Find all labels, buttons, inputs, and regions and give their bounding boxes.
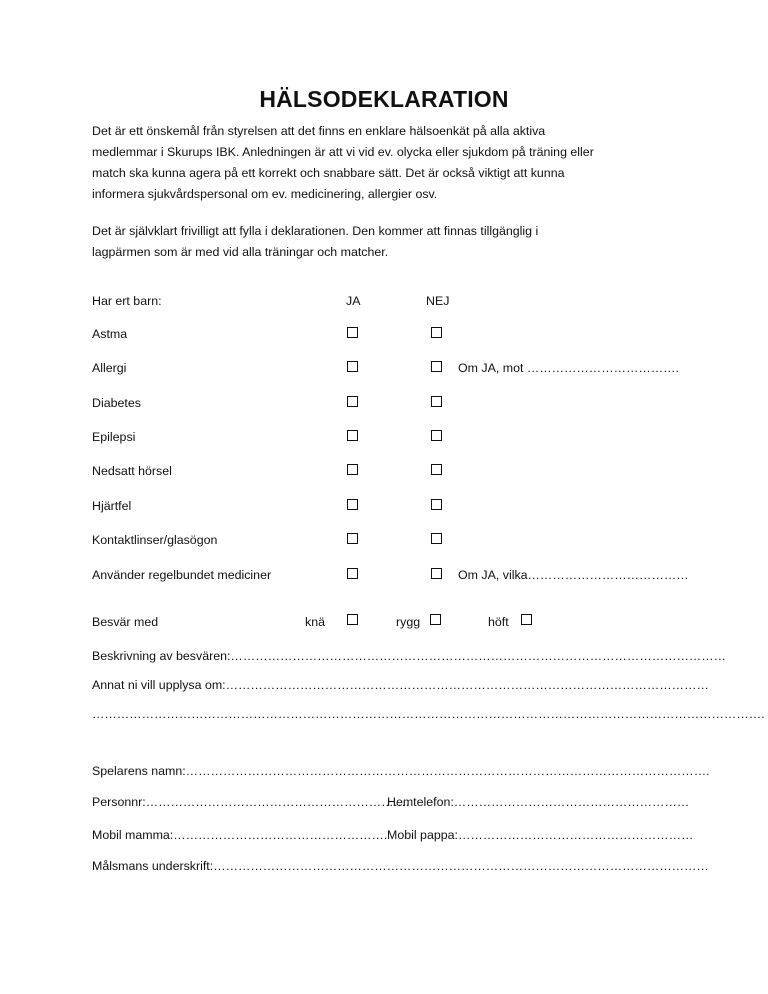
- checkbox-knee[interactable]: [347, 614, 358, 625]
- checkbox-kontaktlinser-yes[interactable]: [347, 533, 358, 544]
- row-label-allergi: Allergi: [92, 361, 127, 375]
- checkbox-epilepsi-no[interactable]: [431, 430, 442, 441]
- checkbox-back[interactable]: [430, 614, 441, 625]
- back-label: rygg: [396, 615, 421, 629]
- checkbox-diabetes-yes[interactable]: [347, 396, 358, 407]
- row-label-epilepsi: Epilepsi: [92, 430, 136, 444]
- other-info-continuation-field[interactable]: ……………………………………………………………………………………………………………………………………………….: [92, 707, 765, 721]
- hip-label: höft: [488, 615, 509, 629]
- column-no-header: NEJ: [426, 294, 450, 308]
- intro-line: medlemmar i Skurups IBK. Anledningen är att vi vid ev. olycka eller sjukdom på träning eller: [92, 145, 594, 159]
- checkbox-kontaktlinser-no[interactable]: [431, 533, 442, 544]
- row-label-hjartfel: Hjärtfel: [92, 499, 132, 513]
- personnr-field[interactable]: Personnr:……………………………………………………….: [92, 795, 410, 809]
- intro-line: match ska kunna agera på ett korrekt och snabbare sätt. Det är också viktigt att kunna: [92, 166, 565, 180]
- checkbox-hip[interactable]: [521, 614, 532, 625]
- checkbox-hjartfel-no[interactable]: [431, 499, 442, 510]
- intro-line: informera sjukvårdspersonal om ev. medicinering, allergier osv.: [92, 187, 438, 201]
- row-label-nedsatt-horsel: Nedsatt hörsel: [92, 464, 172, 478]
- checkbox-horsel-no[interactable]: [431, 464, 442, 475]
- complaints-label: Besvär med: [92, 615, 159, 629]
- row-label-diabetes: Diabetes: [92, 396, 141, 410]
- player-name-field[interactable]: Spelarens namn:……………………………………………………………………………………………………………….: [92, 764, 710, 778]
- intro-line: lagpärmen som är med vid alla träningar och matcher.: [92, 245, 389, 259]
- other-info-field[interactable]: Annat ni vill upplysa om:………………………………………………………………………………………………………: [92, 678, 709, 692]
- guardian-signature-field[interactable]: Målsmans underskrift:…………………………………………………………………………………………………………: [92, 859, 709, 873]
- checkbox-epilepsi-yes[interactable]: [347, 430, 358, 441]
- document-title: HÄLSODEKLARATION: [259, 86, 509, 112]
- checkbox-astma-yes[interactable]: [347, 327, 358, 338]
- row-label-astma: Astma: [92, 327, 128, 341]
- mobile-mom-field[interactable]: Mobil mamma:…………………………………………….: [92, 828, 388, 842]
- intro-paragraph-2: [92, 221, 692, 263]
- intro-paragraph-1: [92, 121, 692, 205]
- intro-line: Det är ett önskemål från styrelsen att det finns en enklare hälsoenkät på alla aktiva: [92, 124, 546, 138]
- checkbox-allergi-no[interactable]: [431, 361, 442, 372]
- table-header-label: Har ert barn:: [92, 294, 162, 308]
- checkbox-mediciner-yes[interactable]: [347, 568, 358, 579]
- description-field[interactable]: Beskrivning av besvären:…………………………………………………………………………………………………………: [92, 649, 727, 663]
- mobile-dad-field[interactable]: Mobil pappa:…………………………………………………: [387, 828, 694, 842]
- mediciner-details-field[interactable]: Om JA, vilka…………………………………: [458, 568, 689, 582]
- intro-line: Det är självklart frivilligt att fylla i deklarationen. Den kommer att finnas tillgänglig i: [92, 224, 539, 238]
- checkbox-allergi-yes[interactable]: [347, 361, 358, 372]
- checkbox-hjartfel-yes[interactable]: [347, 499, 358, 510]
- column-yes-header: JA: [346, 294, 361, 308]
- row-label-mediciner: Använder regelbundet mediciner: [92, 568, 272, 582]
- allergi-details-field[interactable]: Om JA, mot ……………………………….: [458, 361, 679, 375]
- checkbox-horsel-yes[interactable]: [347, 464, 358, 475]
- row-label-kontaktlinser: Kontaktlinser/glasögon: [92, 533, 218, 547]
- checkbox-astma-no[interactable]: [431, 327, 442, 338]
- home-phone-field[interactable]: Hemtelefon:…………………………………………………: [387, 795, 690, 809]
- checkbox-mediciner-no[interactable]: [431, 568, 442, 579]
- knee-label: knä: [305, 615, 325, 629]
- checkbox-diabetes-no[interactable]: [431, 396, 442, 407]
